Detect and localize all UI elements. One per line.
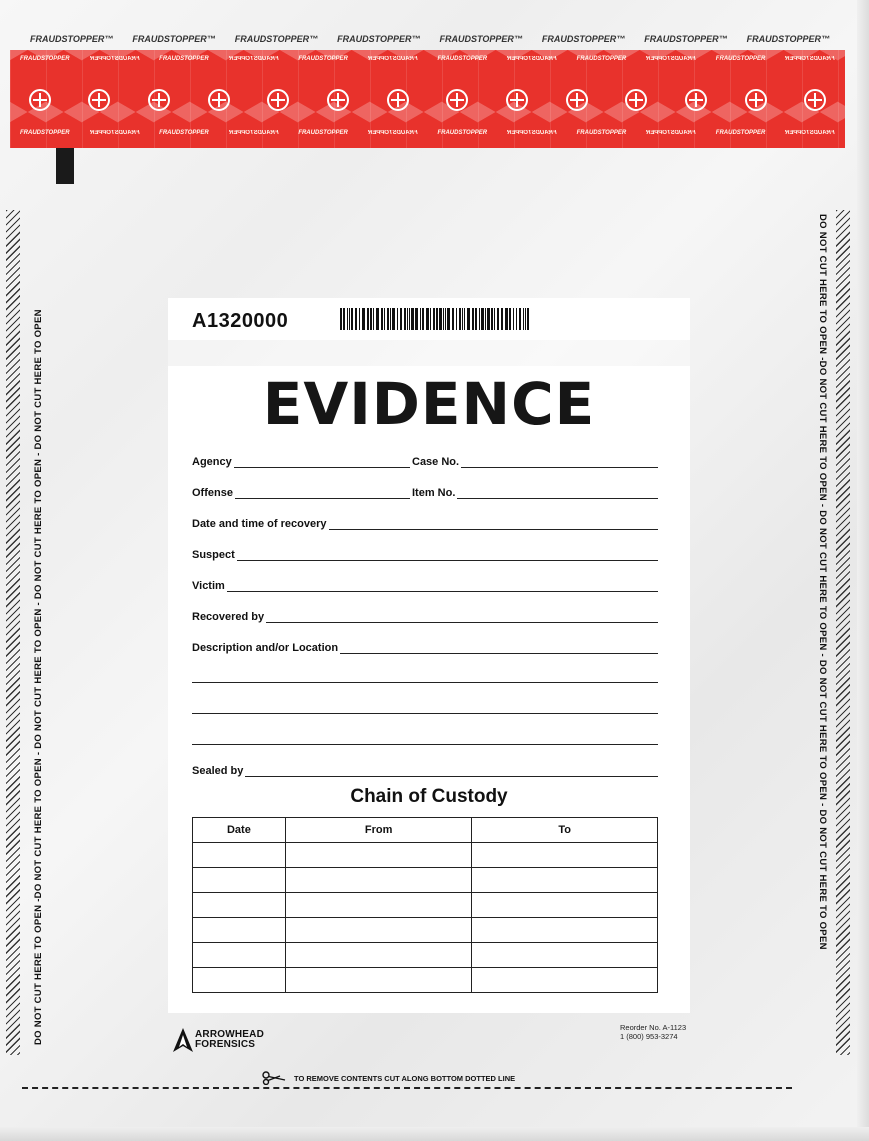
barcode-bar <box>407 308 408 330</box>
right-cut-warning: DO NOT CUT HERE TO OPEN -DO NOT CUT HERE TO OPEN - DO NOT CUT HERE TO OPEN - DO NOT CUT HERE TO OPEN - DO NOT CUT HERE TO OPEN <box>817 214 828 950</box>
crosshair-icon <box>208 89 230 111</box>
table-row <box>193 918 658 943</box>
barcode-bar <box>445 308 446 330</box>
victim-field[interactable] <box>192 578 658 592</box>
barcode-icon <box>340 308 530 330</box>
seal-microtext: FRAUDSTOPPER <box>715 130 766 136</box>
table-row <box>193 868 658 893</box>
barcode-bar <box>436 308 438 330</box>
barcode-bar <box>452 308 454 330</box>
from-cell[interactable] <box>285 893 472 918</box>
crosshair-icon <box>685 89 707 111</box>
to-cell[interactable] <box>472 943 658 968</box>
field-line[interactable] <box>461 456 658 468</box>
crosshair-icon <box>804 89 826 111</box>
seal-brand-label: FRAUDSTOPPER™ <box>337 34 421 44</box>
barcode-bar <box>411 308 414 330</box>
date-cell[interactable] <box>193 943 286 968</box>
seal-brand-label: FRAUDSTOPPER™ <box>30 34 114 44</box>
crosshair-icon <box>29 89 51 111</box>
from-cell[interactable] <box>285 843 472 868</box>
barcode-bar <box>459 308 461 330</box>
barcode-bar <box>464 308 465 330</box>
field-line[interactable] <box>235 487 410 499</box>
crosshair-icon <box>267 89 289 111</box>
field-label: Recovered by <box>192 611 265 623</box>
seal-brand-label: FRAUDSTOPPER™ <box>132 34 216 44</box>
seal-brand-label: FRAUDSTOPPER™ <box>439 34 523 44</box>
field-label: Description and/or Location <box>192 642 339 654</box>
crosshair-icon <box>566 89 588 111</box>
barcode-bar <box>404 308 406 330</box>
to-cell[interactable] <box>472 868 658 893</box>
field-label: Victim <box>192 580 225 592</box>
field-label: Offense <box>192 487 233 499</box>
seal-brand-label: FRAUDSTOPPER™ <box>644 34 728 44</box>
date-cell[interactable] <box>193 893 286 918</box>
brand-logo <box>172 1027 264 1053</box>
seal-microtext-row <box>10 130 845 140</box>
cut-instruction-text: TO REMOVE CONTENTS CUT ALONG BOTTOM DOTTED LINE <box>294 1073 516 1083</box>
barcode-bar <box>481 308 484 330</box>
barcode-bar <box>420 308 421 330</box>
barcode-bar <box>501 308 503 330</box>
field-label: Agency <box>192 456 232 468</box>
recovered-by-field[interactable] <box>192 609 658 623</box>
barcode-bar <box>433 308 435 330</box>
bag-edge <box>857 0 869 1141</box>
field-label: Suspect <box>192 549 235 561</box>
table-row <box>193 843 658 868</box>
field-line[interactable] <box>457 487 658 499</box>
seal-microtext: FRAUDSTOPPER <box>646 130 696 136</box>
seal-microtext: FRAUDSTOPPER <box>298 130 348 136</box>
barcode-bar <box>355 308 357 330</box>
barcode-bar <box>505 308 508 330</box>
barcode-bar <box>347 308 348 330</box>
barcode-bar <box>467 308 470 330</box>
date-cell[interactable] <box>193 843 286 868</box>
reorder-number: Reorder No. A-1123 <box>620 1023 687 1032</box>
chain-of-custody-body <box>193 843 658 993</box>
barcode-bar <box>373 308 374 330</box>
chain-of-custody-table <box>192 817 658 993</box>
field-line[interactable] <box>234 456 410 468</box>
table-row <box>193 943 658 968</box>
seal-microtext: FRAUDSTOPPER <box>159 130 209 136</box>
item-no-field[interactable] <box>412 485 658 499</box>
seal-brand-label: FRAUDSTOPPER™ <box>541 34 626 44</box>
barcode-bar <box>516 308 517 330</box>
barcode-bar <box>362 308 365 330</box>
seal-microtext: FRAUDSTOPPER <box>785 56 835 62</box>
seal-microtext: FRAUDSTOPPER <box>228 130 279 136</box>
tamper-seal-strip <box>10 50 845 148</box>
barcode-bar <box>340 308 342 330</box>
to-cell[interactable] <box>472 968 658 993</box>
from-cell[interactable] <box>285 918 472 943</box>
seal-microtext: FRAUDSTOPPER <box>367 56 418 62</box>
seal-microtext: FRAUDSTOPPER <box>367 130 418 136</box>
from-cell[interactable] <box>285 968 472 993</box>
barcode-bar <box>443 308 444 330</box>
column-header-date: Date <box>193 818 286 843</box>
description-field[interactable] <box>192 640 658 654</box>
case-no-field[interactable] <box>412 454 658 468</box>
barcode-bar <box>422 308 424 330</box>
barcode-bar <box>527 308 529 330</box>
seal-microtext-row <box>10 56 845 66</box>
seal-microtext: FRAUDSTOPPER <box>646 56 696 62</box>
barcode-bar <box>367 308 369 330</box>
crosshair-icon <box>506 89 528 111</box>
barcode-bar <box>475 308 477 330</box>
seal-microtext: FRAUDSTOPPER <box>89 130 140 136</box>
field-line[interactable] <box>329 518 659 530</box>
barcode-bar <box>390 308 391 330</box>
field-label: Case No. <box>412 456 460 468</box>
suspect-field[interactable] <box>192 547 658 561</box>
barcode-bar <box>491 308 493 330</box>
column-header-from: From <box>285 818 472 843</box>
seal-brand-label: FRAUDSTOPPER™ <box>234 34 319 44</box>
column-header-to: To <box>472 818 658 843</box>
date-cell[interactable] <box>193 868 286 893</box>
left-hatch-border <box>6 210 20 1055</box>
barcode-bar <box>462 308 463 330</box>
to-cell[interactable] <box>472 918 658 943</box>
brand-line: FORENSICS <box>195 1039 256 1050</box>
table-header-row <box>193 818 658 843</box>
seal-brand-row <box>30 34 830 46</box>
seal-microtext: FRAUDSTOPPER <box>507 56 557 62</box>
field-label: Item No. <box>412 487 456 499</box>
barcode-bar <box>447 308 450 330</box>
description-line[interactable] <box>192 713 658 714</box>
barcode-bar <box>430 308 431 330</box>
cut-dotted-line[interactable] <box>22 1087 792 1089</box>
field-label: Sealed by <box>192 765 244 777</box>
description-line[interactable] <box>192 744 658 745</box>
scissors-icon <box>262 1071 286 1085</box>
field-line[interactable] <box>245 765 658 777</box>
barcode-bar <box>523 308 524 330</box>
date-cell[interactable] <box>193 918 286 943</box>
barcode-bar <box>392 308 395 330</box>
field-line[interactable] <box>227 580 658 592</box>
barcode-bar <box>519 308 521 330</box>
seal-microtext: FRAUDSTOPPER <box>437 56 488 62</box>
seal-microtext: FRAUDSTOPPER <box>298 56 348 62</box>
barcode-bar <box>479 308 480 330</box>
seal-microtext: FRAUDSTOPPER <box>576 130 627 136</box>
barcode-bar <box>439 308 442 330</box>
table-row <box>193 968 658 993</box>
barcode-bar <box>370 308 372 330</box>
barcode-bar <box>487 308 490 330</box>
barcode-bar <box>400 308 402 330</box>
seal-microtext: FRAUDSTOPPER <box>89 56 140 62</box>
barcode-bar <box>497 308 499 330</box>
reorder-phone: 1 (800) 953-3274 <box>620 1032 678 1041</box>
seal-microtext: FRAUDSTOPPER <box>715 56 766 62</box>
left-cut-warning: DO NOT CUT HERE TO OPEN -DO NOT CUT HERE TO OPEN - DO NOT CUT HERE TO OPEN - DO NOT CUT HERE TO OPEN - DO NOT CUT HERE TO OPEN <box>33 309 44 1045</box>
crosshair-icon <box>446 89 468 111</box>
crosshair-icon <box>88 89 110 111</box>
barcode-bar <box>456 308 457 330</box>
agency-field[interactable] <box>192 454 410 468</box>
barcode-bar <box>494 308 495 330</box>
table-row <box>193 893 658 918</box>
crosshair-icon <box>625 89 647 111</box>
chain-of-custody-title: Chain of Custody <box>350 786 508 807</box>
crosshair-icon <box>148 89 170 111</box>
barcode-bar <box>349 308 350 330</box>
form-title: EVIDENCE <box>262 370 596 438</box>
brand-name <box>195 1030 264 1050</box>
brand-line: ARROWHEAD <box>195 1029 265 1040</box>
barcode-bar <box>509 308 511 330</box>
description-line[interactable] <box>192 682 658 683</box>
seal-tab-marker <box>56 148 74 184</box>
date-time-field[interactable] <box>192 516 658 530</box>
seal-microtext: FRAUDSTOPPER <box>228 56 279 62</box>
seal-crosshair-row <box>10 88 845 112</box>
sealed-by-field[interactable] <box>192 763 658 777</box>
seal-microtext: FRAUDSTOPPER <box>785 130 835 136</box>
seal-microtext: FRAUDSTOPPER <box>437 130 488 136</box>
barcode-bar <box>485 308 486 330</box>
seal-brand-label: FRAUDSTOPPER™ <box>746 34 830 44</box>
barcode-bar <box>426 308 429 330</box>
seal-microtext: FRAUDSTOPPER <box>159 56 209 62</box>
evidence-label <box>168 298 690 1013</box>
barcode-bar <box>343 308 345 330</box>
barcode-bar <box>409 308 410 330</box>
barcode-bar <box>384 308 385 330</box>
crosshair-icon <box>387 89 409 111</box>
barcode-bar <box>359 308 360 330</box>
barcode-bar <box>397 308 398 330</box>
label-gap <box>168 340 690 366</box>
barcode-bar <box>351 308 353 330</box>
barcode-bar <box>381 308 383 330</box>
seal-microtext: FRAUDSTOPPER <box>20 130 70 136</box>
field-line[interactable] <box>266 611 658 623</box>
form-panel <box>168 366 690 1013</box>
field-label: Date and time of recovery <box>192 518 327 530</box>
barcode-bar <box>415 308 418 330</box>
from-cell[interactable] <box>285 943 472 968</box>
seal-microtext: FRAUDSTOPPER <box>576 56 627 62</box>
barcode-bar <box>525 308 526 330</box>
to-cell[interactable] <box>472 893 658 918</box>
field-line[interactable] <box>340 642 658 654</box>
barcode-bar <box>376 308 379 330</box>
bag-edge <box>0 1127 869 1141</box>
to-cell[interactable] <box>472 843 658 868</box>
field-line[interactable] <box>237 549 658 561</box>
seal-microtext: FRAUDSTOPPER <box>20 56 70 62</box>
reorder-info <box>620 1023 686 1041</box>
cut-instruction <box>262 1071 515 1085</box>
seal-microtext: FRAUDSTOPPER <box>507 130 557 136</box>
crosshair-icon <box>745 89 767 111</box>
right-hatch-border <box>836 210 850 1055</box>
bag-number: A1320000 <box>192 310 289 332</box>
arrowhead-logo-icon <box>172 1027 194 1053</box>
barcode-bar <box>472 308 474 330</box>
barcode-bar <box>387 308 389 330</box>
date-cell[interactable] <box>193 968 286 993</box>
offense-field[interactable] <box>192 485 410 499</box>
barcode-bar <box>513 308 514 330</box>
crosshair-icon <box>327 89 349 111</box>
bag-id-bar <box>168 298 690 340</box>
from-cell[interactable] <box>285 868 472 893</box>
